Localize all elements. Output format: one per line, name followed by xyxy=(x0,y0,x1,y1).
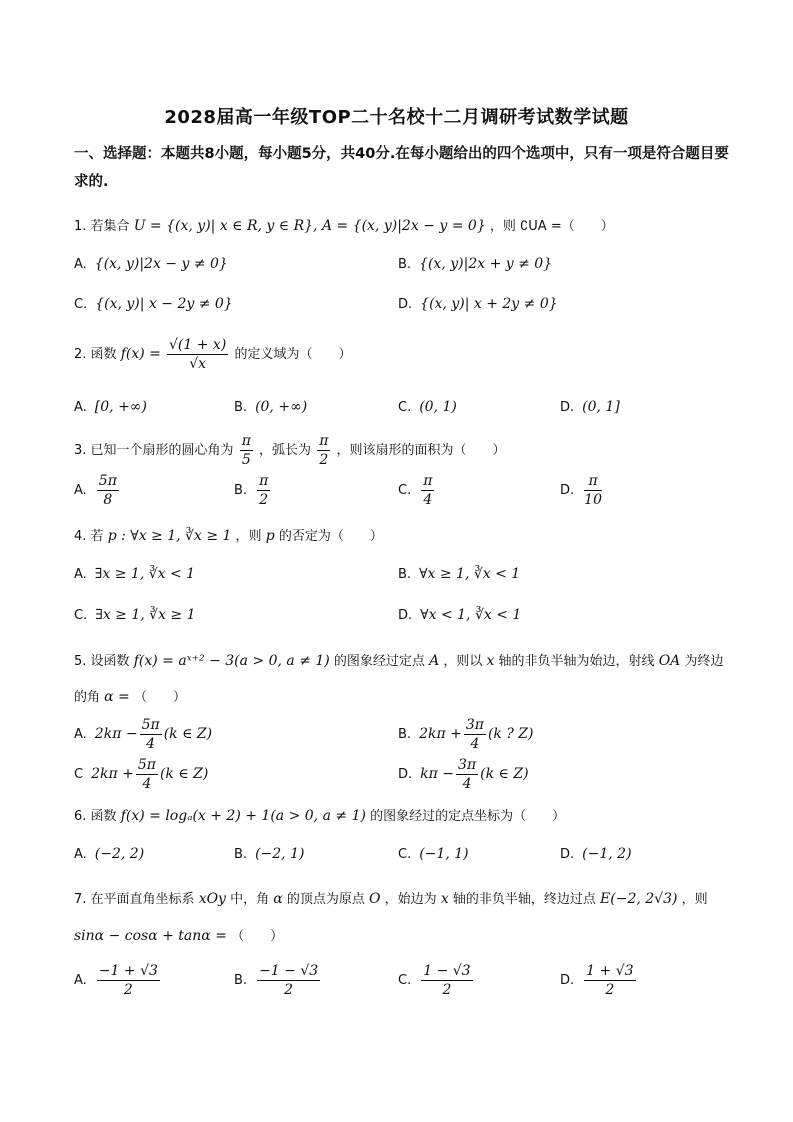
question-2-stem: 2. 函数 f(x) = $\frac{√(1 + x)}{√x}$ 的定义域为（ ） xyxy=(74,337,352,372)
q7-option-c: C. $\frac{1 - √3}{2}$ xyxy=(398,963,471,998)
q6-option-d: D. (−1, 2) xyxy=(560,846,632,862)
q4-option-b: B. ∀x ≥ 1, ∛x < 1 xyxy=(398,566,521,582)
q6-option-b: B. (−2, 1) xyxy=(234,846,305,862)
q3-option-c: C. $\frac{\pi}{4}$ xyxy=(398,473,433,508)
q5-option-b: B. 2kπ + $\frac{3\pi}{4}$ (k ? Z) xyxy=(398,717,534,752)
q4-option-a: A. ∃x ≥ 1, ∛x < 1 xyxy=(74,566,196,582)
question-7-stem: 7. 在平面直角坐标系 xOy 中，角 α 的顶点为原点 O ，始边为 x 轴的非负半轴，终边过点 E(−2, 2√3) ，则 xyxy=(74,891,708,907)
question-7-stem-line2: sinα − cosα + tanα = （ ） xyxy=(74,928,284,944)
q1-option-a: A. {(x, y)|2x − y ≠ 0} xyxy=(74,256,228,272)
q3-option-b: B. $\frac{\pi}{2}$ xyxy=(234,473,269,508)
q2-option-a: A. [0, +∞) xyxy=(74,399,147,415)
q7-option-d: D. $\frac{1 + √3}{2}$ xyxy=(560,963,634,998)
question-6-stem: 6. 函数 f(x) = logₐ(x + 2) + 1(a > 0, a ≠ 1) 的图象经过的定点坐标为（ ） xyxy=(74,808,566,824)
q4-option-d: D. ∀x < 1, ∛x < 1 xyxy=(398,607,522,623)
question-5-stem-line2: 的角 α = （ ） xyxy=(74,689,186,705)
q2-fraction: $\frac{√(1 + x)}{√x}$ xyxy=(169,337,227,372)
q7-option-b: B. $\frac{-1 - √3}{2}$ xyxy=(234,963,319,998)
question-3-stem: 3. 已知一个扇形的圆心角为 $\frac{\pi}{5}$ ，弧长为 $\frac{\pi}{2}$ ，则该扇形的面积为（ ） xyxy=(74,433,506,468)
page-title: 2028届高一年级TOP二十名校十二月调研考试数学试题 xyxy=(164,107,629,128)
question-4-stem: 4. 若 p : ∀x ≥ 1, ∛x ≥ 1 ，则 p 的否定为（ ） xyxy=(74,528,383,544)
q3-option-d: D. $\frac{\pi}{10}$ xyxy=(560,473,602,508)
question-5-stem: 5. 设函数 f(x) = aˣ⁺² − 3(a > 0, a ≠ 1) 的图象经过定点 A ，则以 x 轴的非负半轴为始边，射线 OA 为终边 xyxy=(74,653,724,669)
q2-option-d: D. (0, 1] xyxy=(560,399,620,415)
q5-option-c: C 2kπ + $\frac{5\pi}{4}$ (k ∈ Z) xyxy=(74,757,209,792)
q1-option-d: D. {(x, y)| x + 2y ≠ 0} xyxy=(398,296,558,312)
q1-option-b: B. {(x, y)|2x + y ≠ 0} xyxy=(398,256,553,272)
q3-option-a: A. $\frac{5\pi}{8}$ xyxy=(74,473,117,508)
question-1-stem: 1. 若集合 U = {(x, y)| x ∈ R, y ∈ R}, A = {(x, y)|2x − y = 0} ，则 ∁UA =（ ） xyxy=(74,218,614,234)
q7-option-a: A. $\frac{-1 + √3}{2}$ xyxy=(74,963,158,998)
q5-option-a: A. 2kπ − $\frac{5\pi}{4}$ (k ∈ Z) xyxy=(74,717,213,752)
q6-option-a: A. (−2, 2) xyxy=(74,846,145,862)
q1-set-math: U = {(x, y)| x ∈ R, y ∈ R}, A = {(x, y)|2x − y = 0} xyxy=(133,218,486,234)
q6-option-c: C. (−1, 1) xyxy=(398,846,469,862)
q2-option-b: B. (0, +∞) xyxy=(234,399,308,415)
q4-option-c: C. ∃x ≥ 1, ∛x ≥ 1 xyxy=(74,607,196,623)
q2-option-c: C. (0, 1) xyxy=(398,399,457,415)
q1-option-c: C. {(x, y)| x − 2y ≠ 0} xyxy=(74,296,233,312)
section-heading: 一、选择题：本题共8小题，每小题5分，共40分.在每小题给出的四个选项中，只有一项是符合题目要求的. xyxy=(74,146,729,190)
q5-option-d: D. kπ − $\frac{3\pi}{4}$ (k ∈ Z) xyxy=(398,757,529,792)
